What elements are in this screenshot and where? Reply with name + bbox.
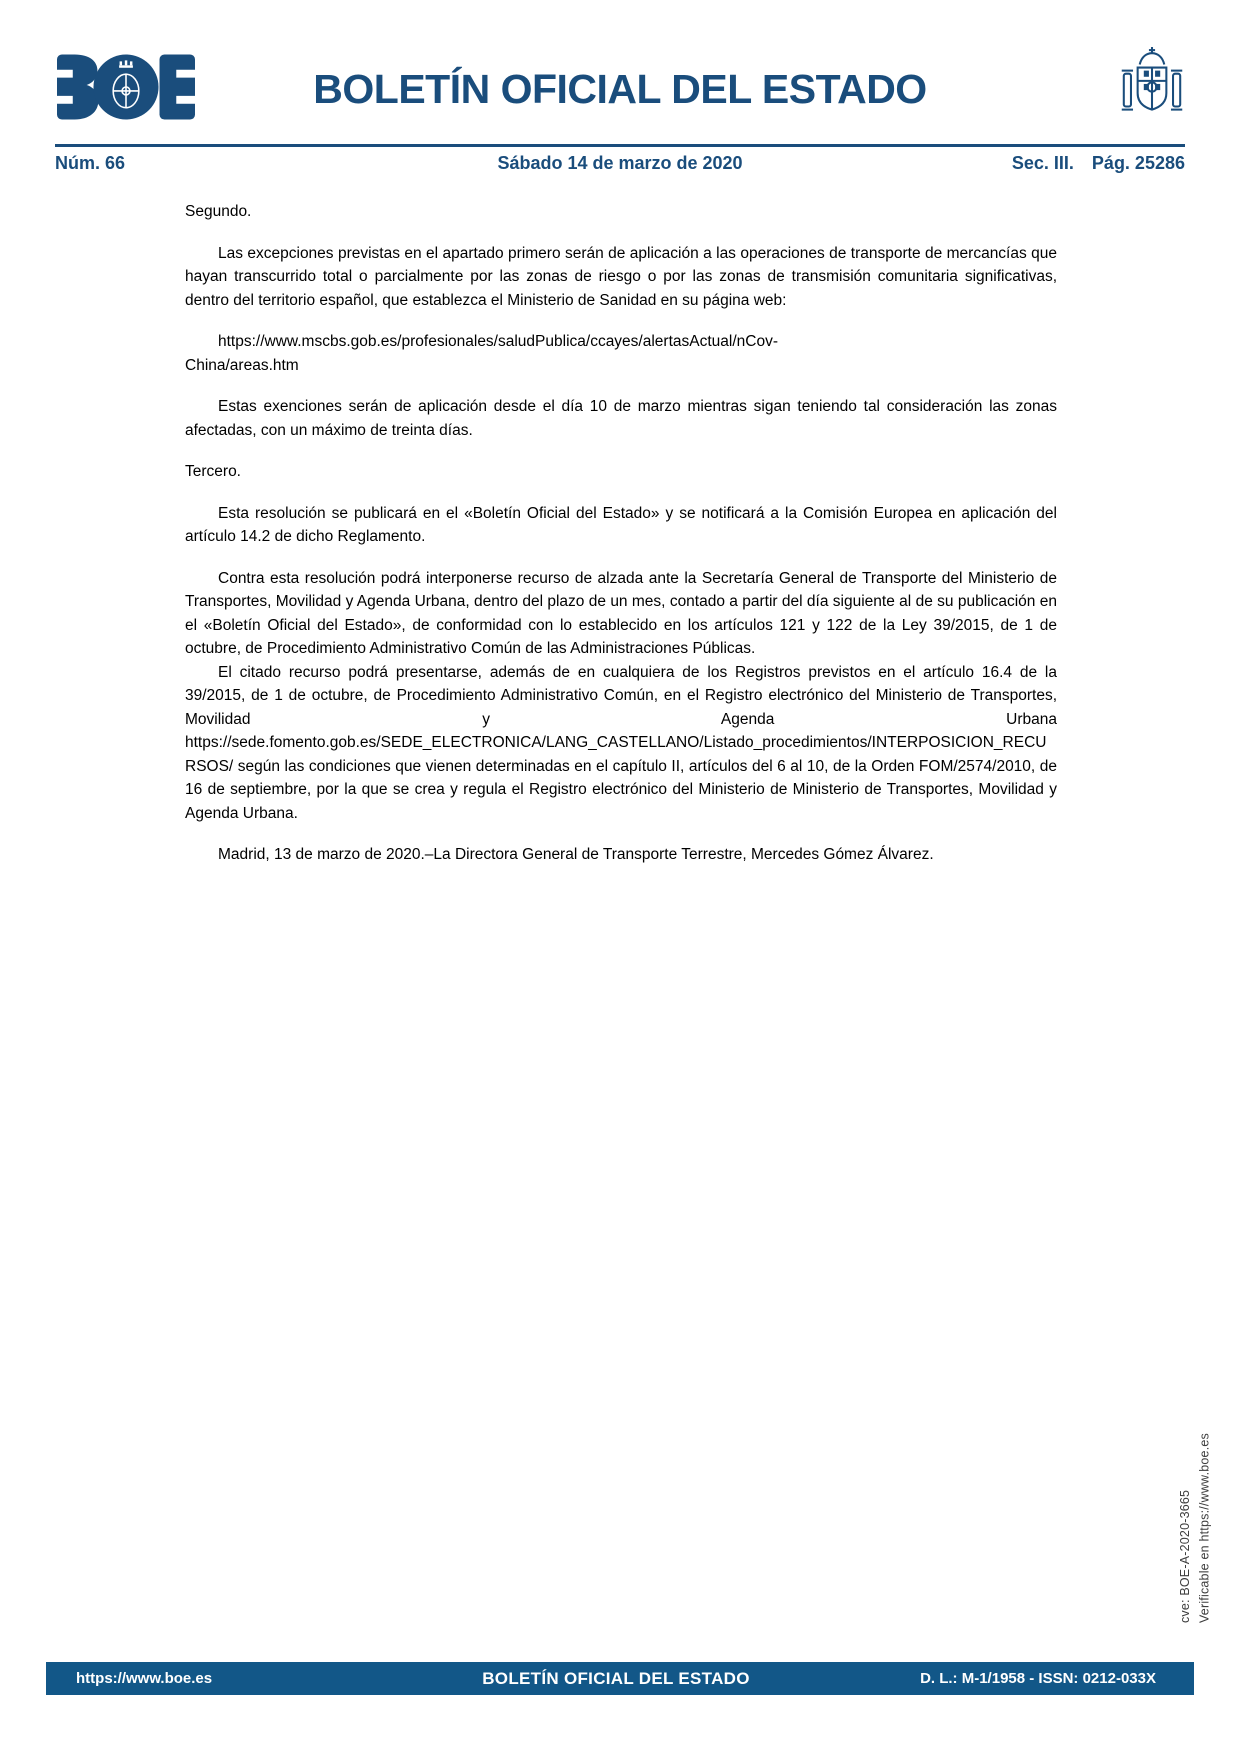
document-body — [185, 200, 1057, 885]
heading-tercero: Tercero. — [185, 463, 241, 480]
cve-verify-note: Verificable en https://www.boe.es — [1197, 1432, 1212, 1623]
footer-bar — [46, 1662, 1194, 1695]
paragraph-firma: Madrid, 13 de marzo de 2020.–La Directora General de Transporte Terrestre, Mercedes Gómez Álvarez. — [218, 846, 934, 863]
section-page — [1012, 153, 1185, 174]
section-label: Sec. III. — [1011, 153, 1074, 173]
coat-of-arms-icon — [1121, 46, 1183, 131]
footer-boe-link[interactable]: https://www.boe.es — [76, 1670, 213, 1687]
issue-date: Sábado 14 de marzo de 2020 — [497, 153, 743, 173]
header-divider — [55, 144, 1185, 147]
paragraph-exceptions: Las excepciones previstas en el apartado primero serán de aplicación a las operaciones de transporte de mercancías que hayan transcurrido total o parcialmente por las zonas de riesgo o por las zonas de transmisión comunitaria significativas, dentro del territorio español, que establezca el Ministerio de Sanidad en su página web: — [185, 244, 1057, 309]
link-mscbs-url[interactable]: https://www.mscbs.gob.es/profesionales/saludPublica/ccayes/alertasActual/nCov-China/areas.htm — [185, 333, 778, 374]
heading-segundo: Segundo. — [185, 203, 252, 220]
footer-title: BOLETÍN OFICIAL DEL ESTADO — [482, 1668, 750, 1688]
paragraph-publicacion: Esta resolución se publicará en el «Boletín Oficial del Estado» y se notificará a la Comisión Europea en aplicación del artículo 14.2 de dicho Reglamento. — [185, 504, 1057, 545]
issue-number: Núm. 66 — [55, 153, 126, 173]
cve-code: cve: BOE-A-2020-3665 — [1178, 1489, 1193, 1623]
footer-legal-deposit: D. L.: M-1/1958 - ISSN: 0212-033X — [920, 1670, 1156, 1687]
paragraph-exenciones: Estas exenciones serán de aplicación desde el día 10 de marzo mientras sigan teniendo tal consideración las zonas afectadas, con un máximo de treinta días. — [185, 398, 1057, 439]
paragraph-registro-electronico: El citado recurso podrá presentarse, además de en cualquiera de los Registros previstos en el artículo 16.4 de la 39/2015, de 1 de octubre, de Procedimiento Administrativo Común, en el Registro electrónico del Ministerio de Transportes, Movilidad y Agenda Urbana https://sede.fomento.gob.es/SEDE_ELECTRONICA/LANG_CASTELLANO/Listado_procedimientos/INTERPOSICION_RECURSOS/ según las condiciones que vienen determinadas en el capítulo II, artículos del 6 al 10, de la Orden FOM/2574/2010, de 16 de septiembre, por la que se crea y regula el Registro electrónico del Ministerio de Ministerio de Transportes, Movilidad y Agenda Urbana. — [185, 663, 1057, 822]
issue-meta-bar — [55, 153, 1185, 177]
page-number: Pág. 25286 — [1091, 153, 1185, 173]
cve-vertical-text — [1176, 1433, 1215, 1623]
page-title: BOLETÍN OFICIAL DEL ESTADO — [313, 66, 927, 112]
paragraph-recurso-alzada: Contra esta resolución podrá interponerse recurso de alzada ante la Secretaría General de Transporte del Ministerio de Transportes, Movilidad y Agenda Urbana, dentro del plazo de un mes, contado a partir del día siguiente al de su publicación en el «Boletín Oficial del Estado», de conformidad con lo establecido en los artículos 121 y 122 de la Ley 39/2015, de 1 de octubre, de Procedimiento Administrativo Común de las Administraciones Públicas. — [185, 569, 1057, 657]
